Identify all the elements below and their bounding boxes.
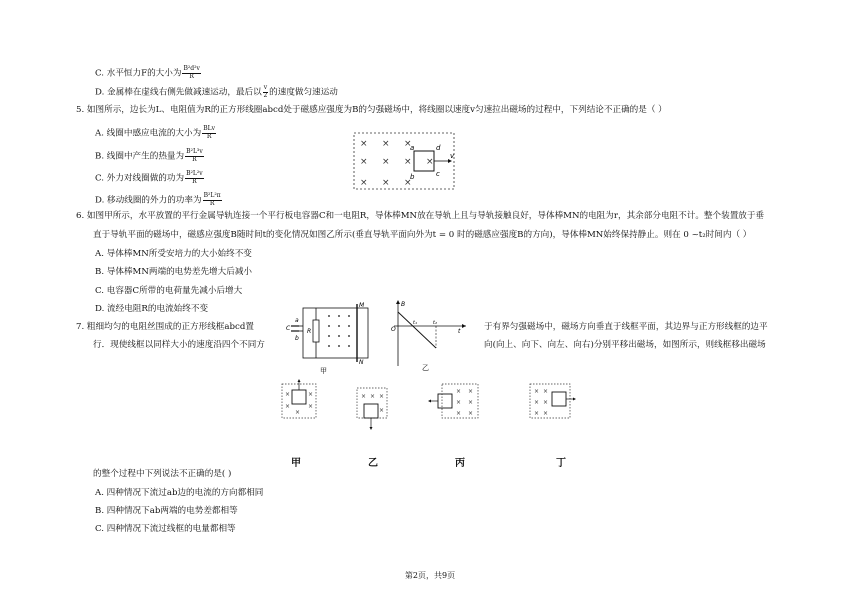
fraction-numerator: BLv [203, 125, 215, 132]
svg-text:×: × [360, 157, 368, 167]
svg-text:×: × [285, 391, 291, 398]
fraction-numerator: B²L²v [186, 170, 203, 177]
q6-figure-jia-circuit [285, 300, 375, 375]
label-c: C [286, 325, 291, 332]
svg-text:×: × [426, 157, 434, 167]
q7-stem-line3: 的整个过程中下列说法不正确的是( ) [93, 469, 232, 479]
q5-option-a-text: A. 线圈中感应电流的大小为 [95, 128, 202, 139]
svg-text:×: × [534, 399, 540, 406]
q7-stem-line2b: 向(向上、向下、向左、向右)分别平移出磁场，如图所示，则线框移出磁场 [484, 340, 766, 350]
resistor-r [313, 320, 319, 342]
fraction-denominator: R [192, 177, 197, 185]
fraction-denominator: 2 [263, 91, 268, 99]
svg-text:×: × [468, 410, 474, 417]
q5-option-a[interactable] [95, 126, 217, 140]
svg-text:×: × [543, 410, 549, 417]
q5-option-d-fraction [203, 193, 222, 207]
q5-option-d[interactable] [95, 193, 223, 207]
svg-text:×: × [382, 178, 390, 188]
svg-text:×: × [404, 178, 412, 188]
svg-text:×: × [534, 388, 540, 395]
q7-option-c[interactable]: C. 四种情况下流过线框的电量都相等 [95, 524, 236, 534]
svg-text:×: × [543, 399, 549, 406]
label-a: a [295, 317, 299, 324]
svg-text:×: × [308, 391, 314, 398]
svg-text:×: × [379, 407, 385, 414]
svg-text:×: × [456, 388, 462, 395]
svg-text:×: × [456, 410, 462, 417]
q5-figure-coil-in-field [352, 131, 462, 191]
fraction-numerator: B²L²π [203, 192, 221, 199]
q4-option-c-text: C. 水平恒力F的大小为 [95, 68, 182, 79]
fraction-numerator: v [263, 84, 268, 91]
svg-text:×: × [468, 399, 474, 406]
fraction-numerator: B²L³v [186, 148, 203, 155]
fraction-denominator: R [192, 155, 197, 163]
fig-caption-jia: 甲 [320, 367, 327, 375]
fraction-numerator: B²d²v [183, 65, 200, 72]
q4-option-c[interactable] [95, 66, 202, 80]
svg-text:×: × [382, 157, 390, 167]
coil-label-a: a [410, 144, 415, 152]
q6-option-b[interactable]: B. 导体棒MN两端的电势差先增大后减小 [95, 267, 253, 277]
q4-option-d-text: D. 金属棒在虚线右侧先做减速运动，最后以 [95, 87, 262, 98]
svg-text:×: × [361, 393, 367, 400]
q6-stem-line1: 6. 如图甲所示，水平放置的平行金属导轨连接一个平行板电容器C和一电阻R，导体棒MN放在导轨上且与导轨接触良好，导体棒MN的电阻为r，其余部分电阻不计。整个装置放于垂 [76, 211, 765, 221]
q5-option-c[interactable] [95, 171, 205, 185]
svg-text:×: × [360, 178, 368, 188]
q5-option-a-fraction [202, 126, 216, 140]
q7-caption-bing: 丙 [455, 458, 465, 469]
fraction-denominator: R [209, 199, 215, 207]
svg-text:×: × [468, 388, 474, 395]
q6-option-a[interactable]: A. 导体棒MN所受安培力的大小始终不变 [95, 249, 252, 259]
q5-option-c-fraction [185, 171, 204, 185]
svg-text:×: × [534, 410, 540, 417]
q5-option-c-text: C. 外力对线圈做的功为 [95, 173, 185, 184]
svg-text:×: × [456, 399, 462, 406]
svg-text:×: × [370, 393, 376, 400]
label-t2: t₂ [433, 320, 437, 326]
label-m: M [359, 302, 365, 309]
q5-option-b-fraction [185, 149, 204, 163]
label-t: t [458, 328, 461, 335]
q7-stem-line1a: 7. 粗细均匀的电阻丝围成的正方形线框abcd置 [76, 322, 254, 332]
q5-option-b[interactable] [95, 149, 205, 163]
svg-text:×: × [404, 139, 412, 149]
coil-label-d: d [436, 144, 441, 152]
svg-text:×: × [382, 139, 390, 149]
fig-caption-yi: 乙 [422, 364, 429, 372]
label-b: b [295, 335, 299, 342]
svg-text:×: × [379, 393, 385, 400]
q7-figures [278, 378, 578, 438]
q7-option-a[interactable]: A. 四种情况下流过ab边的电流的方向都相同 [95, 488, 264, 498]
q7-figure-jia [282, 379, 316, 418]
magnetic-field-crosses [360, 139, 434, 188]
q6-stem-line2: 直于导轨平面的磁场中，磁感应强度B随时间t的变化情况如图乙所示(垂直导轨平面向外为t = 0 时的磁感应强度B的方向)，导体棒MN始终保持静止。则在 0 ~t₂时间内（ ） [93, 230, 752, 240]
svg-text:×: × [543, 388, 549, 395]
q6-figure-yi-graph [390, 298, 470, 373]
page-footer: 第2页，共9页 [404, 571, 456, 580]
q7-figure-ding [530, 384, 576, 418]
q7-stem-line1b: 于有界匀强磁场中，磁场方向垂直于线框平面，其边界与正方形线框的边平 [484, 322, 768, 332]
q7-caption-yi: 乙 [368, 458, 378, 469]
q7-option-b[interactable]: B. 四种情况下ab两端的电势差都相等 [95, 506, 238, 516]
q4-option-d-fraction [263, 85, 268, 99]
q6-option-d[interactable]: D. 流经电阻R的电流始终不变 [95, 304, 209, 314]
q7-caption-ding: 丁 [556, 458, 566, 469]
svg-text:×: × [285, 403, 291, 410]
q7-figure-bing [428, 384, 478, 418]
coil-label-c: c [436, 170, 440, 178]
label-r: R [307, 328, 312, 335]
q7-stem-line2a: 行．现使线框以同样大小的速度沿四个不同方 [93, 340, 265, 350]
fraction-denominator: R [206, 132, 212, 140]
field-dots [328, 315, 350, 347]
q5-option-d-text: D. 移动线圈的外力的功率为 [95, 195, 202, 206]
velocity-label-v: v [450, 152, 455, 160]
label-n: N [359, 359, 364, 366]
b-t-line [398, 312, 436, 348]
svg-text:×: × [404, 157, 412, 167]
coil-label-b: b [410, 173, 415, 181]
q4-option-d[interactable] [95, 85, 338, 99]
label-origin: O [391, 326, 396, 333]
label-t1: t₁ [413, 320, 417, 326]
q5-stem: 5. 如图所示，边长为L、电阻值为R的正方形线圈abcd处于磁感应强度为B的匀强磁场中，将线圈以速度v匀速拉出磁场的过程中，下列结论不正确的是（ ） [76, 105, 667, 115]
q6-option-c[interactable]: C. 电容器C所带的电荷量先减小后增大 [95, 286, 243, 296]
fraction-denominator: R [189, 72, 194, 80]
svg-text:×: × [360, 139, 368, 149]
q5-option-b-text: B. 线圈中产生的热量为 [95, 151, 185, 162]
q4-option-d-text-end: 的速度做匀速运动 [269, 87, 338, 98]
svg-text:×: × [295, 409, 301, 416]
label-b-axis: B [401, 301, 406, 308]
q7-caption-jia: 甲 [291, 458, 301, 469]
svg-text:×: × [308, 403, 314, 410]
q4-option-c-fraction [182, 66, 200, 80]
q7-figure-yi [357, 388, 387, 430]
